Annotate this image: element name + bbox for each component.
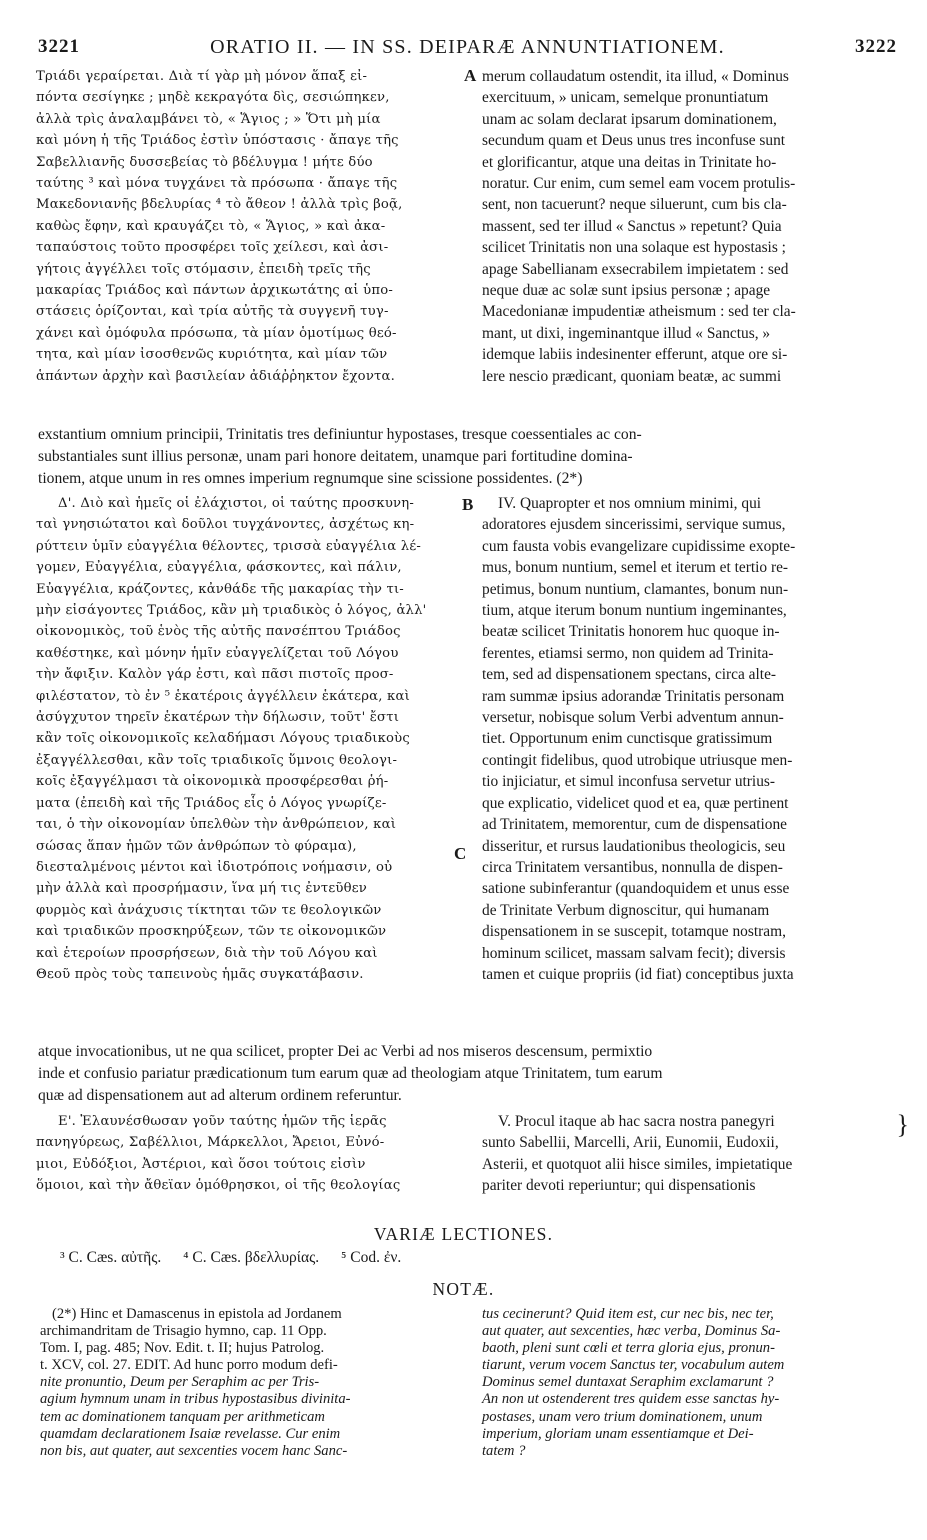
greek-column-section1 — [36, 66, 403, 387]
text-line: οἰκονομικὸς, τοῦ ἑνὸς τῆς αὐτῆς πανσέπτου Τριάδος — [36, 624, 401, 640]
note-line: tem ac dominationem tanquam per arithmeticam — [40, 1408, 325, 1425]
text-line: ἁπάντων ἀρχὴν καὶ βασιλείαν ἀδιάῤῥηκτον ἔχοντα. — [36, 368, 396, 384]
text-line: πανηγύρεως, Σαβέλλιοι, Μάρκελλοι, Ἄρειοι, Εὐνό- — [36, 1135, 385, 1151]
text-line: pariter devoti reperiuntur; qui dispensationis — [482, 1177, 756, 1195]
text-line: μὴν εἰσάγοντες Τριάδος, κἂν μὴ τριαδικὸς ὁ λόγος, ἀλλ' — [36, 603, 427, 619]
page-header — [38, 36, 897, 62]
text-line: στάσεις ὁρίζονται, καὶ τρία αὐτῆς τὰ συγγενῆ τυγ- — [36, 304, 389, 320]
text-line: κοῖς ἐξαγγέλμασι τὰ οἰκονομικὰ προσφέρεσθαι ῥή- — [36, 774, 389, 790]
text-line: Μακεδονιανῆς βδελυρίας ⁴ τὸ ἄθεον ! ἀλλὰ τρὶς βοᾷ, — [36, 197, 403, 213]
text-line: circa Trinitatem versantibus, nonnulla de dispen- — [482, 858, 783, 876]
text-line: sent, non tacuerunt? neque siluerunt, cum bis cla- — [482, 196, 787, 214]
note-line: aut quater, aut sexcenties, hæc verba, Dominus Sa- — [482, 1323, 781, 1340]
variant-reading: ⁴ C. Cæs. βδελλυρίας. — [183, 1249, 320, 1266]
note-line: archimandritam de Trisagio hymno, cap. 11 Opp. — [40, 1323, 327, 1340]
note-line: Dominus semel duntaxat Seraphim exclamarunt ? — [482, 1374, 774, 1391]
variant-reading: ³ C. Cæs. αὐτῆς. — [60, 1249, 162, 1266]
text-line: διεσταλμένοις μέντοι καὶ ἰδιοτρόποις νοήμασιν, οὐ — [36, 859, 393, 875]
variae-lectiones-list — [60, 1249, 419, 1267]
text-line: ad Trinitatem, memorentur, cum de dispensatione — [482, 816, 788, 834]
text-line: καὶ τριαδικῶν προσκηρύξεων, τῶν τε οἰκονομικῶν — [36, 924, 387, 940]
text-line: Macedonianæ impudentiæ atheismum : sed ter cla- — [482, 303, 796, 321]
text-line: μιοι, Εὐδόξιοι, Ἀστέριοι, καὶ ὅσοι τούτοις εἰσὶν — [36, 1156, 366, 1172]
text-line: tium, atque iterum bonum nuntium ingeminantes, — [482, 602, 787, 620]
text-line: tio injiciatur, et simul inconfusa servetur utrius- — [482, 773, 776, 791]
note-line: An non ut ostenderent tres quidem esse sanctas hy- — [482, 1391, 780, 1408]
text-line: Εὐαγγέλια, κράζοντες, κἀνθάδε τῆς μακαρίας τὴν τι- — [36, 581, 404, 597]
text-line: ρύττειν ὑμῖν εὐαγγέλια θέλοντες, τρισσὰ εὐαγγέλια λέ- — [36, 538, 422, 554]
text-line: unam ac solam declarat ipsarum dominationem, — [482, 110, 777, 128]
text-line: tiet. Opportunum enim cunctisque gratissimum — [482, 730, 773, 748]
latin-column-section2 — [482, 493, 795, 985]
text-line: neque duæ ac solæ sunt ipsius personæ ; apage — [482, 282, 771, 300]
note-line: tatem ? — [482, 1442, 526, 1459]
text-line: ματα (ἐπειδὴ καὶ τῆς Τριάδος εἷς ὁ Λόγος γνωρίζε- — [36, 795, 387, 811]
text-line: tionem, atque unum in res omnes imperium regnumque sine scissione possidentes. (2*) — [38, 469, 583, 487]
text-line: mus, bonum nuntium, semel et iterum et tertio re- — [482, 559, 789, 577]
text-line: φιλέστατον, τὸ ἐν ⁵ ἑκατέροις ἀγγέλλειν ἑκάτερα, καὶ — [36, 688, 410, 704]
text-line: καθὼς ἔφην, καὶ κραυγάζει τὸ, « Ἅγιος, » καὶ ἀκα- — [36, 218, 386, 234]
note-line: non bis, aut quater, aut sexcenties vocem hanc Sanc- — [40, 1442, 348, 1459]
text-line: atque invocationibus, ut ne qua scilicet, propter Dei ac Verbi ad nos miseros descensum, permixtio — [38, 1043, 653, 1060]
text-line: τητα, καὶ μίαν ἰσοσθενῶς κυριότητα, καὶ μίαν τῶν — [36, 347, 388, 363]
note-line: Tom. I, pag. 485; Nov. Edit. t. II; hujus Patrolog. — [40, 1340, 325, 1357]
text-line: τὴν ἄφιξιν. Καλὸν γάρ ἐστι, καὶ πᾶσι πιστοῖς προσ- — [36, 667, 394, 683]
text-line: idemque labiis indesinenter efferunt, atque ore si- — [482, 346, 788, 364]
text-line: scilicet Trinitatis non una solaque est hypostasis ; — [482, 239, 786, 257]
text-line: sunto Sabellii, Marcelli, Arii, Eunomii, Eudoxii, — [482, 1134, 779, 1152]
text-line: V. Procul itaque ab hac sacra nostra panegyri — [498, 1113, 775, 1130]
text-line: exercituum, » unicam, semelque pronuntiatum — [482, 89, 769, 107]
variae-lectiones-title: VARIÆ LECTIONES. — [373, 1224, 554, 1244]
text-line: noratur. Cur enim, cum semel eam vocem protulis- — [482, 175, 796, 193]
text-line: Δ'. Διὸ καὶ ἡμεῖς οἱ ἐλάχιστοι, οἱ ταύτης προσκυνη- — [58, 496, 415, 511]
note-line: t. XCV, col. 27. EDIT. Ad hunc porro modum defi- — [40, 1357, 338, 1374]
notes-left-column — [40, 1306, 351, 1460]
text-line: καὶ μόνη ἡ τῆς Τριάδος ἐστὶν ὑπόστασις · ἄπαγε τῆς — [36, 133, 399, 149]
note-line: agium hymnum unam in tribus hypostasibus divinita- — [40, 1391, 351, 1408]
margin-brace: } — [896, 1110, 909, 1139]
text-line: beatæ scilicet Trinitatis honorem huc quoque in- — [482, 623, 780, 641]
text-line: mant, ut dixi, ingeminantque illud « Sanctus, » — [482, 324, 771, 342]
text-line: μακαρίας Τριάδος καὶ πάντων ἀρχικωτάτης αἱ ὑπο- — [36, 283, 394, 299]
text-line: σώσας ἅπαν ἡμῶν τῶν ἀνθρώπων τὸ φύραμα), — [36, 838, 357, 854]
text-line: ἐξαγγέλλεσθαι, κἂν τοῖς τριαδικοῖς ὕμνοις θεολογι- — [36, 752, 398, 768]
text-line: disseritur, et rursus laudationibus theologicis, seu — [482, 837, 786, 855]
page-number-left: 3221 — [38, 36, 80, 57]
section-marker-a: A — [464, 66, 477, 85]
greek-column-section2 — [36, 493, 427, 985]
text-line: versetur, nobisque solum Verbi adventum annun- — [482, 709, 784, 727]
latin-column-section1 — [482, 66, 796, 387]
note-line: baoth, pleni sunt cœli et terra gloria ejus, pronun- — [482, 1340, 775, 1357]
text-line: Σαβελλιανῆς δυσσεβείας τὸ βδέλυγμα ! μήτε δύο — [36, 154, 373, 170]
text-line: καθέστηκε, καὶ μόνην ἡμῖν εὐαγγελίζεται τοῦ Λόγου — [36, 645, 399, 661]
text-line: apage Sabellianam exsecrabilem impietatem : sed — [482, 260, 789, 278]
text-line: tem, sed ad dispensationem spectans, circa alte- — [482, 666, 777, 684]
text-line: dispensationem in se suscepit, totamque nostram, — [482, 923, 786, 941]
text-line: γήτοις ἀγγέλλει τοῖς στόμασιν, ἐπειδὴ τρεῖς τῆς — [36, 261, 371, 277]
text-line: ferentes, etiamsi sermo, non quidem ad Trinita- — [482, 644, 774, 662]
text-line: ταπαύστοις τοῦτο προσφέρει τοῖς χείλεσι, καὶ ἀσι- — [36, 240, 389, 256]
variant-reading: ⁵ Cod. ἐν. — [340, 1249, 402, 1266]
text-line: satione subinferantur (quandoquidem et unus esse — [482, 880, 790, 898]
text-line: et glorificantur, atque una deitas in Trinitate ho- — [482, 153, 777, 171]
note-line: quamdam declarationem Isaiæ revelasse. Cur enim — [40, 1425, 341, 1442]
text-line: tamen et cuique propriis (id fiat) conceptibus juxta — [482, 965, 794, 983]
text-line: de Trinitate Verbum dignoscitur, qui humanam — [482, 901, 770, 919]
text-line: petimus, bonum nuntium, clamantes, bonum nun- — [482, 580, 789, 598]
section-marker-c: C — [454, 844, 467, 863]
latin-column-section3 — [482, 1111, 792, 1197]
note-line: tiarunt, verum vocem Sanctus ter, vocabulum autem — [482, 1357, 785, 1374]
text-line: γομεν, Εὐαγγέλια, εὐαγγέλια, φάσκοντες, καὶ πάλιν, — [36, 560, 402, 576]
text-line: καὶ ἑτεροίων προσρήσεων, διὰ τὴν τοῦ Λόγου καὶ — [36, 945, 378, 961]
text-line: IV. Quapropter et nos omnium minimi, qui — [498, 495, 762, 512]
text-line: ἀσύγχυτον τηρεῖν ἑκατέρων τὴν δήλωσιν, τοῦτ' ἔστι — [36, 710, 400, 726]
text-line: ταὶ γνησιώτατοι καὶ δοῦλοι τυγχάνοντες, ἀσχέτως κη- — [36, 517, 415, 533]
full-width-latin-1 — [38, 424, 905, 489]
notes-right-column — [482, 1306, 784, 1460]
text-line: hominum scilicet, massam salvam fecit); diversis — [482, 944, 786, 962]
running-title: ORATIO II. — IN SS. DEIPARÆ ANNUNTIATIONEM. — [210, 36, 725, 58]
section-marker-b: B — [462, 495, 474, 514]
page-number-right: 3222 — [855, 36, 897, 57]
text-line: que explicatio, videlicet quod et ea, quæ pertinent — [482, 794, 789, 812]
text-line: πόντα σεσίγηκε ; μηδὲ κεκραγότα δὶς, σεσιώπηκεν, — [36, 90, 390, 106]
text-line: inde et confusio pariatur prædicationum tum earum quæ ad theologiam atque Trinitatem, tum earum — [38, 1064, 663, 1082]
full-width-latin-2 — [38, 1041, 905, 1106]
text-line: ὅμοιοι, καὶ τὴν ἄθεϊαν ὁμόθρησκοι, οἱ τῆς θεολογίας — [36, 1178, 401, 1194]
text-line: χάνει καὶ ὁμόφυλα πρόσωπα, τὰ μίαν ὁμοτίμως θεό- — [36, 325, 397, 341]
note-line: tus cecinerunt? Quid item est, cur nec bis, nec ter, — [482, 1306, 774, 1322]
text-line: secundum quam et Deus unus tres inconfuse sunt — [482, 132, 786, 150]
text-line: substantiales sunt illius personæ, unam pari honore deitatem, unamque pari fortitudine domina- — [38, 447, 633, 465]
greek-column-section3 — [36, 1111, 400, 1197]
text-line: Τριάδι γεραίρεται. Διὰ τί γὰρ μὴ μόνον ἅπαξ εἰ- — [36, 69, 368, 84]
text-line: cum fausta vobis evangelizare cupidissime exopte- — [482, 537, 796, 555]
text-line: ταύτης ³ καὶ μόνα τυγχάνει τὰ πρόσωπα · ἄπαγε τῆς — [36, 176, 398, 192]
text-line: Asterii, et quotquot alii hisce similes, impietatique — [482, 1155, 793, 1173]
text-line: merum collaudatum ostendit, ita illud, « Dominus — [482, 68, 789, 85]
notae-title: NOTÆ. — [432, 1279, 495, 1299]
text-line: φυρμὸς καὶ ἀνάχυσις τίκτηται τῶν τε θεολογικῶν — [36, 902, 382, 918]
text-line: ram summæ ipsius adorandæ Trinitatis personam — [482, 687, 785, 705]
text-line: massent, sed ter illud « Sanctus » repetunt? Quia — [482, 217, 782, 235]
note-line: imperium, gloriam unam essentiamque et Dei- — [482, 1425, 754, 1442]
text-line: Θεοῦ πρὸς τοὺς ταπεινοὺς ἡμᾶς συγκατάβασιν. — [36, 966, 364, 982]
text-line: μὴν ἀλλὰ καὶ προσρήμασιν, ἵνα μή τις ἐντεῦθεν — [36, 881, 367, 897]
text-line: adoratores ejusdem sincerissimi, servique sumus, — [482, 516, 786, 534]
text-line: ται, ὁ τὴν οἰκονομίαν ὑπελθὼν τὴν ἀνθρώπειον, καὶ — [36, 817, 397, 833]
text-line: exstantium omnium principii, Trinitatis tres definiuntur hypostases, tresque coessentiales ac con- — [38, 426, 642, 443]
text-line: κἂν τοῖς οἰκονομικοῖς κελαδήμασι Λόγους τριαδικοὺς — [36, 731, 410, 747]
text-line: contingit fidelibus, quod utrobique utriusque men- — [482, 751, 793, 769]
text-line: quæ ad dispensationem aut ad alterum ordinem referuntur. — [38, 1086, 402, 1104]
note-line: nite pronuntio, Deum per Seraphim ac per Tris- — [40, 1374, 320, 1391]
note-line: postases, unam vero trium dominationem, unum — [482, 1408, 763, 1425]
text-line: ἀλλὰ τρὶς ἀναλαμβάνει τὸ, « Ἅγιος ; » Ὅτι μὴ μία — [36, 111, 381, 127]
text-line: Ε'. Ἐλαυνέσθωσαν γοῦν ταύτης ἡμῶν τῆς ἱερᾶς — [58, 1114, 387, 1129]
text-line: lere nescio prædicant, quoniam beatæ, ac summi — [482, 367, 782, 385]
note-line: (2*) Hinc et Damascenus in epistola ad Jordanem — [52, 1306, 342, 1322]
